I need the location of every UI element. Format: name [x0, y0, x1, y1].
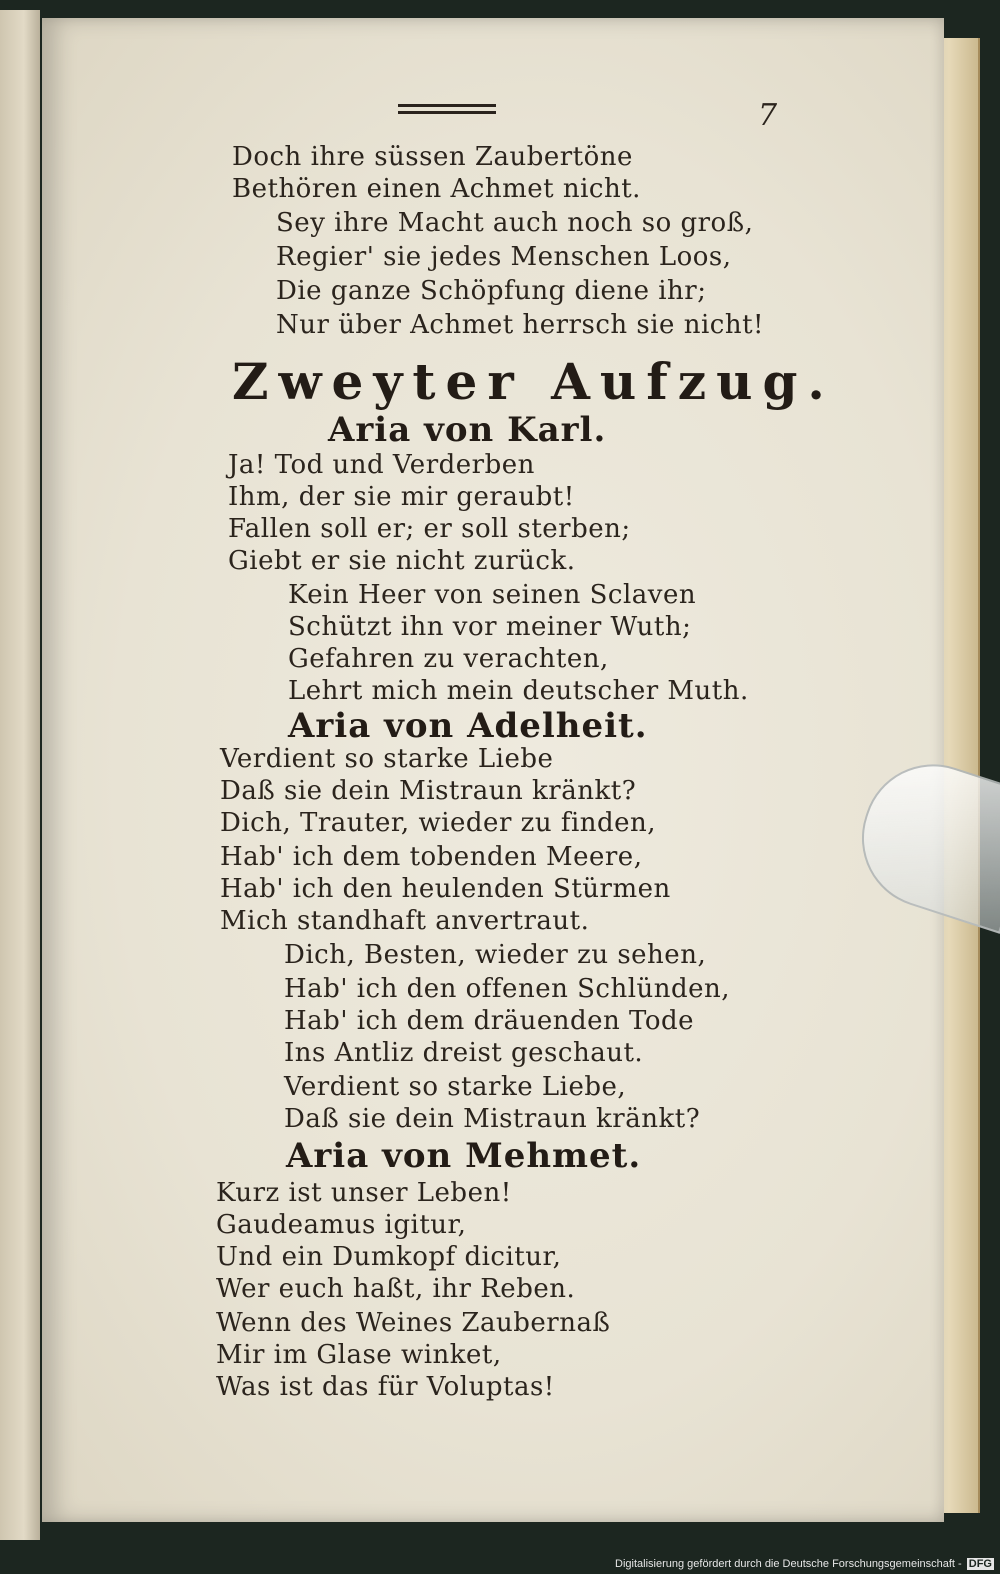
verse-line: Schützt ihn vor meiner Wuth; — [288, 612, 692, 642]
aria-heading: Aria von Adelheit. — [288, 706, 648, 746]
digitization-credit — [615, 1558, 994, 1570]
verse-line: Kein Heer von seinen Sclaven — [288, 580, 697, 610]
verse-line: Sey ihre Macht auch noch so groß, — [276, 208, 754, 238]
verse-line: Ja! Tod und Verderben — [228, 450, 535, 480]
verse-line: Verdient so starke Liebe — [220, 744, 554, 774]
aria-heading: Aria von Mehmet. — [286, 1136, 642, 1176]
verse-line: Gefahren zu verachten, — [288, 644, 609, 674]
verse-line: Lehrt mich mein deutscher Muth. — [288, 676, 749, 706]
verse-line: Gaudeamus igitur, — [216, 1210, 467, 1240]
verse-line: Doch ihre süssen Zaubertöne — [232, 142, 633, 172]
verse-line: Nur über Achmet herrsch sie nicht! — [276, 310, 764, 340]
verse-line: Hab' ich den heulenden Stürmen — [220, 874, 671, 904]
verse-line: Mich standhaft anvertraut. — [220, 906, 590, 936]
verse-line: Hab' ich dem tobenden Meere, — [220, 842, 643, 872]
verse-line: Und ein Dumkopf dicitur, — [216, 1242, 562, 1272]
verse-line: Hab' ich den offenen Schlünden, — [284, 974, 731, 1004]
aria-heading: Aria von Karl. — [328, 410, 607, 450]
credit-text: Digitalisierung gefördert durch die Deutsche Forschungsgemeinschaft - — [615, 1558, 962, 1570]
left-page-edge — [0, 10, 40, 1540]
verse-line: Giebt er sie nicht zurück. — [228, 546, 576, 576]
verse-line: Ihm, der sie mir geraubt! — [228, 482, 575, 512]
verse-line: Wenn des Weines Zaubernaß — [216, 1308, 611, 1338]
act-title: Zweyter Aufzug. — [232, 352, 835, 411]
verse-line: Fallen soll er; er soll sterben; — [228, 514, 631, 544]
verse-line: Dich, Besten, wieder zu sehen, — [284, 940, 707, 970]
dfg-logo: DFG — [968, 1558, 992, 1570]
verse-line: Daß sie dein Mistraun kränkt? — [220, 776, 637, 806]
verse-line: Wer euch haßt, ihr Reben. — [216, 1274, 576, 1304]
verse-line: Was ist das für Voluptas! — [216, 1372, 555, 1402]
verse-line: Daß sie dein Mistraun kränkt? — [284, 1104, 701, 1134]
verse-line: Verdient so starke Liebe, — [284, 1072, 627, 1102]
verse-line: Regier' sie jedes Menschen Loos, — [276, 242, 732, 272]
page-number: 7 — [758, 98, 778, 133]
verse-line: Die ganze Schöpfung diene ihr; — [276, 276, 707, 306]
header-rule — [398, 104, 496, 107]
verse-line: Hab' ich dem dräuenden Tode — [284, 1006, 695, 1036]
verse-line: Dich, Trauter, wieder zu finden, — [220, 808, 657, 838]
verse-line: Bethören einen Achmet nicht. — [232, 174, 641, 204]
verse-line: Ins Antliz dreist geschaut. — [284, 1038, 644, 1068]
verse-line: Kurz ist unser Leben! — [216, 1178, 512, 1208]
verse-line: Mir im Glase winket, — [216, 1340, 502, 1370]
